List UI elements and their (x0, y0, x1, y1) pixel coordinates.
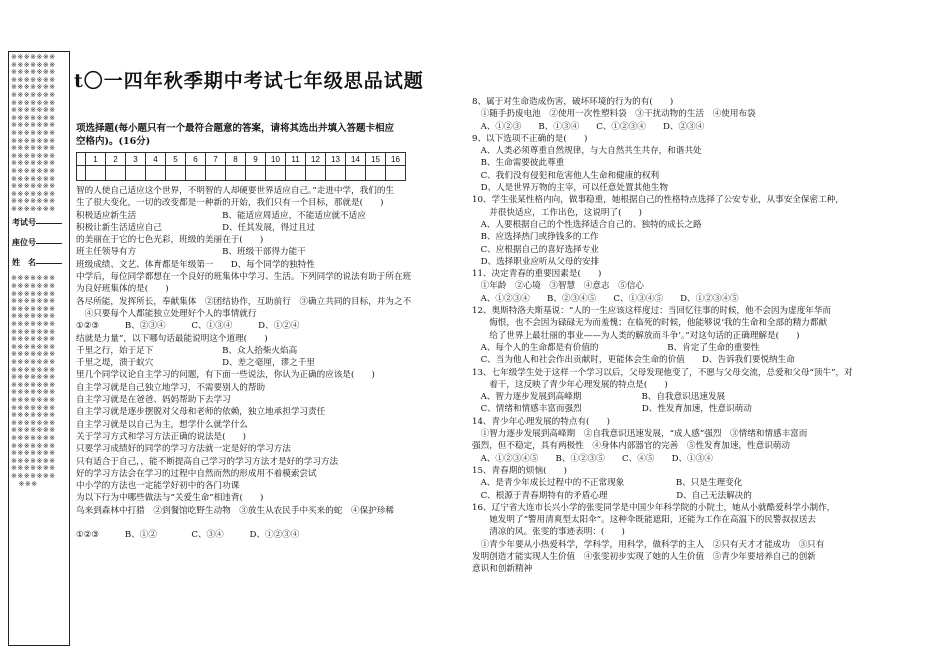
grid-number-cell: 5 (166, 153, 186, 166)
seat-number-field[interactable] (9, 233, 69, 253)
question-line: ①②③ B、②③④ C、①③④ D、①②④ (76, 321, 300, 332)
question-line: 关于学习方式和学习方法正确的说法是( ) (76, 431, 246, 442)
question-line: C、当为他人和社会作出贡献时，更能体会生命的价值 D、告诉我们要悦纳生命 (472, 355, 795, 366)
grid-answer-cell[interactable] (86, 166, 106, 181)
question-line: 为良好班集体的是( ) (76, 284, 169, 295)
grid-number-cell: 1 (86, 153, 106, 166)
question-line: 16、辽宁省大连市长兴小学的张雯同学是中国少年科学院的小院士，她从小就酷爱科学小制作， (472, 502, 836, 513)
grid-number-cell: 2 (106, 153, 126, 166)
question-line: 鸟来到森林中打猎 ②到餐馆吃野生动物 ③放生从农民手中买来的蛇 ④保护珍稀 (76, 505, 394, 516)
grid-number-cell: 12 (306, 153, 326, 166)
question-line: 班主任领导有方 B、班级干部得力能干 (76, 247, 306, 258)
question-line: D、选择职业应听从父母的安排 (472, 256, 600, 267)
question-line: 只要学习成绩好的同学的学习方法就一定是好的学习方法 (76, 444, 291, 455)
question-line: 强烈，但不稳定，具有两极性 ④身体内部器官的完善 ⑤性发育加速，性意识萌动 (472, 441, 790, 452)
grid-answer-cell[interactable] (366, 166, 386, 181)
question-line: 自主学习就是以自己为主，想学什么就学什么 (76, 419, 248, 430)
question-line: B、生命需要彼此尊重 (472, 158, 565, 169)
question-line: 积极适应新生活 B、能适应周适应，不能适应就不适应 (76, 210, 366, 221)
grid-number-cell: 14 (346, 153, 366, 166)
grid-answer-cell[interactable] (386, 166, 406, 181)
question-line: A、人类必须尊重自然规律，与大自然共生共存，和谐共处 (472, 146, 702, 157)
question-line: 生了很大变化，一切的改变都是一种新的开始，我们只有一个目标，那就是( ) (76, 198, 384, 209)
grid-number-cell: 15 (366, 153, 386, 166)
grid-number-cell: 7 (206, 153, 226, 166)
answer-grid-number-row (77, 153, 406, 166)
grid-answer-cell[interactable] (246, 166, 266, 181)
question-line: 14、青少年心理发展的特点有( ) (472, 416, 610, 427)
question-line: 各尽所能，发挥所长，奉献集体 ②团结协作，互助前行 ③确立共同的目标，并为之不 (76, 296, 412, 307)
question-line: A、①②③ B、①③④ C、①②③④ D、②③④ (472, 121, 705, 132)
section-one-line: 空格内)。(16分) (76, 136, 151, 147)
grid-answer-cell[interactable] (106, 166, 126, 181)
left-column-questions (76, 185, 436, 542)
question-line: B、应选择热门或挣钱多的工作 (472, 232, 599, 243)
question-line: 中小学的方法也一定能学好初中的各门功课 (76, 481, 240, 492)
binding-stars-top: ※※※※※※※ ※※※※※※※ ※※※※※※※ ※※※※※※※ ※※※※※※※ ※※※※※※※ ※※※※※※※ ※※※※※※※ ※※※※※※※ ※※※※※※※ ※※※※※※※ ※※※※※※※ ※※※※※※※ ※※※※※※※ ※※※※※※※ ※※※※※※※ ※※※※※※※ ※※※※※※※ ※※※※※※※ ※※※※※※※ ※※※※※※※ (11, 53, 56, 213)
grid-number-cell: 9 (246, 153, 266, 166)
question-line: C、我们没有侵犯和危害他人生命和健康的权利 (472, 170, 660, 181)
question-line: A、①②③④ B、②③④⑤ C、①③④⑤ D、①②③④⑤ (472, 293, 739, 304)
grid-answer-cell[interactable] (146, 166, 166, 181)
question-line: 给了世界上最壮丽的事业——为人类的解放而斗争’。”对这句话的正确理解是( ) (472, 330, 800, 341)
grid-answer-cell[interactable] (306, 166, 326, 181)
question-line: A、人要根据自己的个性选择适合自己的、独特的成长之路 (472, 219, 702, 230)
question-line: 千里之行，始于足下 B、众人拾柴火焰高 (76, 345, 298, 356)
question-line: ①年龄 ②心境 ③智慧 ④意志 ⑤信心 (472, 281, 644, 292)
question-line: 只有适合于自己，，能不断提高自己学习的学习方法才是好的学习方法 (76, 456, 339, 467)
question-line: 自主学习就是自己独立地学习，不需要别人的帮助 (76, 382, 266, 393)
question-line: 13、七年级学生处于这样一个学习以后，父母发现他变了，不愿与父母交流，总爱和父母“顶牛”，对 (472, 367, 853, 378)
question-line: 10、学生张某性格内向，做事稳重，她根据自己的性格特点选择了公安专业，从事安全保密工种， (472, 195, 844, 206)
grid-answer-cell[interactable] (166, 166, 186, 181)
question-line: 清凉的风。张雯的事迹表明：( ) (472, 527, 625, 538)
question-line: 结就是力量”，以下哪句话最能说明这个道理( ) (76, 333, 268, 344)
grid-answer-cell[interactable] (286, 166, 306, 181)
question-line: 9、以下选项不正确的是( ) (472, 133, 588, 144)
grid-number-cell: 6 (186, 153, 206, 166)
grid-number-cell: 4 (146, 153, 166, 166)
question-line: 12、奥斯特洛夫斯基说：“人的一生应该这样度过：当回忆往事的时候，他不会因为虚度年华而 (472, 306, 832, 317)
question-line: 智的人使自己适应这个世界，不明智的人却硬要世界适应自己。”走进中学，我们的生 (76, 186, 395, 196)
question-line: ①随手扔废电池 ②使用一次性塑料袋 ③干扰动物的生活 ④使用布袋 (472, 109, 756, 120)
question-line: 悔恨，也不会因为碌碌无为而羞愧；在临死的时候，他能够说‘我的生命和全部的精力都献 (472, 318, 828, 329)
answer-grid (76, 152, 406, 181)
question-line: 15、青春期的烦恼( ) (472, 465, 567, 476)
grid-number-cell: 13 (326, 153, 346, 166)
question-line: A、是青少年成长过程中的不正常现象 B、只是生理变化 (472, 478, 743, 489)
question-line: 的美丽在于它的七色光彩，班级的美丽在于( ) (76, 235, 264, 246)
question-line: ④只要每个人都能独立处理好个人的事情就行 (76, 308, 257, 319)
question-line: 千里之堤，溃于蚁穴 D、差之毫厘，谬之千里 (76, 358, 315, 369)
question-line: 自主学习就是在爸爸、妈妈帮助下去学习 (76, 395, 231, 406)
question-line: 她发明了“警用清爽型太阳伞”。这种伞既能遮阳，还能为工作在高温下的民警叔叔送去 (472, 515, 816, 526)
exam-title: t〇一四年秋季期中考试七年级思品试题 (74, 70, 424, 92)
grid-answer-cell[interactable] (266, 166, 286, 181)
question-line: 自主学习就是逐步摆脱对父母和老师的依赖，独立地承担学习责任 (76, 407, 326, 418)
question-line: A、每个人的生命都是有价值的 B、肯定了生命的重要性 (472, 342, 760, 353)
seat-number-label: 座位号 (12, 238, 36, 248)
binding-margin (8, 51, 70, 646)
name-label: 姓 名 (12, 258, 36, 268)
binding-stars-bottom: ※※※※※※※ ※※※※※※※ ※※※※※※※ ※※※※※※※ ※※※※※※※ ※※※※※※※ ※※※※※※※ ※※※※※※※ ※※※※※※※ ※※※※※※※ ※※※※※※※ ※※※※※※※ ※※※※※※※ ※※※※※※※ ※※※※※※※ ※※※※※※※ ※※※※※※※ ※※※※※※※ ※※※※※※※ ※※※※※※※ ※※※※※※※ ※※※※※※※ ※※※※※※※ ※※※※※※※ ※※※※※※※ ※※※※※※※ ※※※※※※※ ※※※ (11, 274, 56, 488)
question-line: A、智力逐步发展到高峰期 B、自我意识迅速发展 (472, 392, 726, 403)
question-line: 11、决定青春的重要因素是( ) (472, 269, 602, 280)
question-line: 好的学习方法会在学习的过程中自然而然的形成用不着模索尝试 (76, 468, 317, 479)
right-column-questions (472, 96, 892, 576)
question-line: C、应根据自己的喜好选择专业 (472, 244, 599, 255)
question-line: 为以下行为中哪些做法与“关爱生命”相违背( ) (76, 493, 264, 504)
question-line: 并很快适应，工作出色，这说明了( ) (472, 207, 642, 218)
grid-number-cell: 16 (386, 153, 406, 166)
question-line: 中学后，每位同学都想在一个良好的班集体中学习、生活。下列同学的说法有助于所在班 (76, 272, 412, 283)
question-line: C、情绪和情感丰富而强烈 D、性发育加速，性意识萌动 (472, 404, 752, 415)
grid-answer-cell[interactable] (226, 166, 246, 181)
question-line: 积极让新生活适应自己 D、任其发展，得过且过 (76, 222, 315, 233)
question-line: 发明创造才能实现人生价值 ④张雯初步实现了她的人生价值 ⑤青少年要培养自己的创新 (472, 551, 816, 562)
question-line: ①②③ B、①② C、③④ D、①②③④ (76, 530, 300, 541)
grid-number-cell: 11 (286, 153, 306, 166)
exam-number-field[interactable] (9, 213, 69, 233)
grid-answer-cell[interactable] (206, 166, 226, 181)
question-line: ①智力逐步发展到高峰期 ②自我意识迅速发展，“成人感”强烈 ③情绪和情感丰富而 (472, 429, 808, 440)
name-field[interactable] (9, 253, 69, 273)
grid-answer-cell[interactable] (186, 166, 206, 181)
question-line: 着干，这反映了青少年心理发展的特点是( ) (472, 379, 668, 390)
section-one-line: 项选择题(每小题只有一个最符合题意的答案，请将其选出并填入答题卡相应 (76, 123, 394, 134)
grid-corner (77, 153, 86, 166)
grid-number-cell: 10 (266, 153, 286, 166)
grid-answer-cell[interactable] (346, 166, 366, 181)
question-line: ①青少年要从小热爱科学，学科学，用科学，做科学的主人 ②只有天才才能成功 ③只有 (472, 539, 825, 550)
grid-answer-cell[interactable] (126, 166, 146, 181)
exam-number-label: 考试号 (12, 218, 36, 228)
answer-grid-answer-row (77, 166, 406, 181)
grid-number-cell: 3 (126, 153, 146, 166)
grid-number-cell: 8 (226, 153, 246, 166)
question-line: 意识和创新精神 (472, 564, 533, 575)
question-line (76, 517, 436, 529)
question-line: C、根源于青春期特有的矛盾心理 D、自己无法解决的 (472, 490, 752, 501)
question-line: 里几个同学议论自主学习的问题，有下面一些说法，你认为正确的应该是( ) (76, 370, 375, 381)
grid-answer-cell[interactable] (326, 166, 346, 181)
question-line: 8、属于对生命造成伤害，破坏环境的行为的有( ) (472, 97, 674, 107)
question-line: A、①②③④⑤ B、①②③⑤ C、④⑤ D、①③④ (472, 453, 713, 464)
grid-corner (77, 166, 86, 181)
question-line: D、人是世界万物的主宰，可以任意处置其他生物 (472, 183, 668, 194)
question-line: 班级成绩、文艺、体育都是年级第一 D、每个同学的独特性 (76, 259, 315, 270)
section-one-heading (76, 122, 426, 148)
